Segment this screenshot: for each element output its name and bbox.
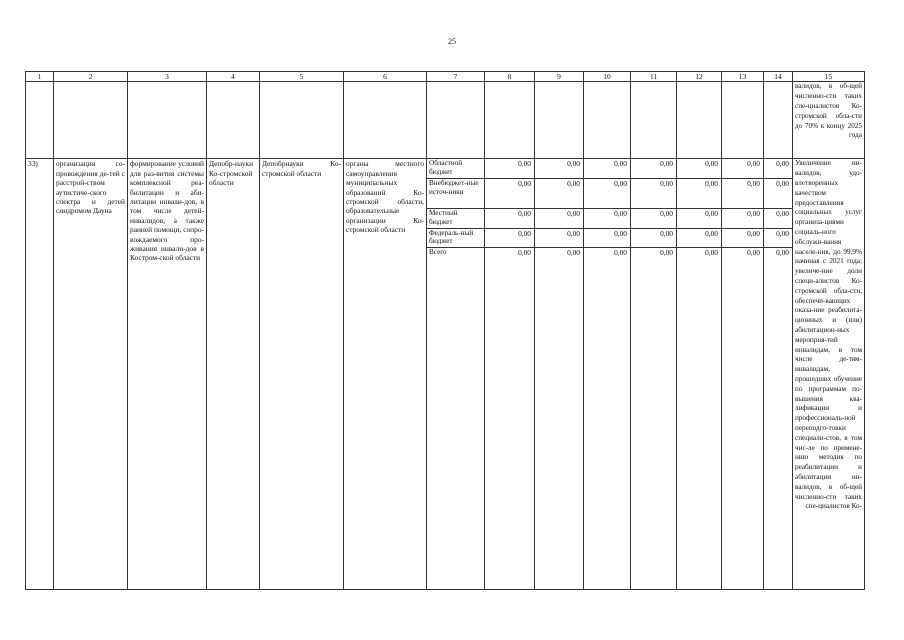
column-number: 3	[128, 72, 207, 82]
column-number: 5	[260, 72, 344, 82]
funding-value: 0,00	[677, 179, 722, 209]
column-number: 8	[485, 72, 535, 82]
column-number-row	[26, 72, 865, 82]
column-number: 4	[207, 72, 260, 82]
funding-value: 0,00	[584, 248, 631, 590]
funding-value: 0,00	[631, 159, 677, 179]
measure-name: организация со-провождения де-тей с расстрой-ством аутистиче-ского спектра и детей синдромом Дауна	[54, 159, 128, 590]
funding-value: 0,00	[764, 209, 793, 229]
funding-source: Областной бюджет	[427, 159, 485, 179]
funding-value: 0,00	[722, 159, 764, 179]
funding-value: 0,00	[722, 228, 764, 248]
column-number: 14	[764, 72, 793, 82]
funding-value: 0,00	[677, 248, 722, 590]
program-table	[25, 71, 865, 590]
column-number: 9	[535, 72, 584, 82]
funding-value: 0,00	[722, 209, 764, 229]
funding-value: 0,00	[584, 179, 631, 209]
funding-value: 0,00	[764, 248, 793, 590]
funding-value: 0,00	[631, 228, 677, 248]
column-number: 7	[427, 72, 485, 82]
funding-value: 0,00	[535, 228, 584, 248]
row-number: 33)	[26, 159, 54, 590]
funding-value: 0,00	[677, 209, 722, 229]
page-number: 25	[448, 37, 456, 46]
funding-source: Федераль-ный бюджет	[427, 228, 485, 248]
funding-value: 0,00	[485, 248, 535, 590]
column-number: 13	[722, 72, 764, 82]
funding-value: 0,00	[722, 179, 764, 209]
funding-value: 0,00	[764, 159, 793, 179]
responsible-body: Депобр-науки Ко-стромской области	[207, 159, 260, 590]
funding-value: 0,00	[584, 228, 631, 248]
continuation-row	[26, 82, 865, 159]
funding-value: 0,00	[631, 179, 677, 209]
funding-value: 0,00	[677, 159, 722, 179]
table-row	[26, 159, 865, 179]
funding-source: Местный бюджет	[427, 209, 485, 229]
funding-value: 0,00	[764, 179, 793, 209]
expected-result: Увеличение ин-валидов, удо-влетворенных качеством предоставления социальных услуг организа-циями социаль-ного обслужи-вания населе-ния, до 99,9% начиная с 2021 года; увеличе-ние доли специ-алистов Ко-стромской обла-сти, обеспечи-вающих оказа-ние реабилита-ционных и (или) абилитацион-ных мероприя-тий инвалидам, в том числе де-тям-инвалидам, прошедших обучение по программам по-вышения ква-лификации и профессиональ-ной переподго-товки специали-стов, в том чис-ле по примене-нию методик по реабилитации и абилитации ин-валидов, в об-щей численно-сти таких спе-циалистов Ко-	[793, 159, 865, 590]
funding-value: 0,00	[485, 228, 535, 248]
measure-description: формирование условий для раз-вития системы комплексной реа-билитации и аби-литации инвали-дов, в том числе детей-инвалидов, а также ранней помощи, сопро-вождаемого про-живания инвали-дов в Костром-ской области	[128, 159, 207, 590]
funding-value: 0,00	[535, 159, 584, 179]
funding-value: 0,00	[535, 209, 584, 229]
funding-value: 0,00	[535, 248, 584, 590]
participants: органы местного самоуправления муниципальных образований Ко-стромской области, образовательные организации Ко-стромской области	[344, 159, 427, 590]
column-number: 15	[793, 72, 865, 82]
funding-value: 0,00	[584, 159, 631, 179]
column-number: 11	[631, 72, 677, 82]
column-number: 10	[584, 72, 631, 82]
column-number: 6	[344, 72, 427, 82]
column-number: 1	[26, 72, 54, 82]
executor: Депобрнауки Ко-стромской области	[260, 159, 344, 590]
funding-value: 0,00	[631, 248, 677, 590]
funding-value: 0,00	[584, 209, 631, 229]
column-number: 2	[54, 72, 128, 82]
column-number: 12	[677, 72, 722, 82]
funding-value: 0,00	[485, 179, 535, 209]
funding-source: Внебюджет-ные источ-ники	[427, 179, 485, 209]
continued-result-text: валидов, в об-щей численно-сти таких спе-циалистов Ко-стромской обла-сти до 70% к концу 2025 года	[793, 82, 865, 159]
funding-value: 0,00	[677, 228, 722, 248]
funding-value: 0,00	[485, 209, 535, 229]
funding-value: 0,00	[764, 228, 793, 248]
funding-value: 0,00	[485, 159, 535, 179]
funding-value: 0,00	[535, 179, 584, 209]
funding-value: 0,00	[722, 248, 764, 590]
funding-value: 0,00	[631, 209, 677, 229]
funding-source: Всего	[427, 248, 485, 590]
